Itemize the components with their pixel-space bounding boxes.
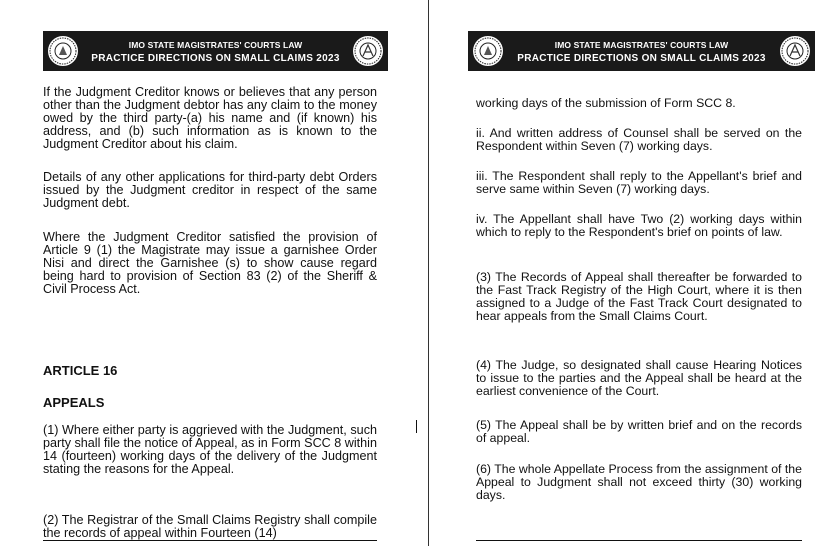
header-title: IMO STATE MAGISTRATES' COURTS LAW: [128, 40, 303, 50]
text-cursor: [416, 420, 417, 433]
page-header-banner: [43, 31, 388, 71]
article-heading: ARTICLE 16: [43, 363, 118, 378]
page-header-banner: [468, 31, 815, 71]
paragraph: iii. The Respondent shall reply to the Appellant's brief and serve same within Seven (7) working days.: [476, 169, 802, 196]
paragraph: ii. And written address of Counsel shall be served on the Respondent within Seven (7) working days.: [476, 126, 802, 153]
paragraph: If the Judgment Creditor knows or believes that any person other than the Judgment debtor has any claim to the money owed by the third party-(a) his name and (if known) his address, and (b) such information as is known to the Judgment Creditor about his claim.: [43, 85, 377, 151]
paragraph: iv. The Appellant shall have Two (2) working days within which to reply to the Respondent's brief on points of law.: [476, 212, 802, 239]
section-heading: APPEALS: [43, 395, 105, 410]
header-subtitle: PRACTICE DIRECTIONS ON SMALL CLAIMS 2023: [517, 53, 766, 64]
paragraph: (6) The whole Appellate Process from the assignment of the Appeal to Judgment shall not exceed thirty (30) working days.: [476, 462, 802, 502]
right-page: [429, 0, 831, 546]
paragraph: (3) The Records of Appeal shall thereafter be forwarded to the Fast Track Registry of the High Court, where it is then assigned to a Judge of the Fast Track Court designated to hear appeals from the Small Claims Court.: [476, 270, 802, 323]
paragraph: (2) The Registrar of the Small Claims Registry shall compile the records of appeal within Fourteen (14): [43, 513, 377, 540]
paragraph: Details of any other applications for third-party debt Orders issued by the Judgment creditor in respect of the same Judgment debt.: [43, 170, 377, 210]
court-seal-icon: [778, 34, 812, 68]
left-page-body: [43, 85, 377, 540]
paragraph: working days of the submission of Form SCC 8.: [476, 96, 736, 110]
paragraph: (4) The Judge, so designated shall cause Hearing Notices to issue to the parties and the Appeal shall be heard at the earliest convenience of the Court.: [476, 358, 802, 398]
paragraph: Where the Judgment Creditor satisfied the provision of Article 9 (1) the Magistrate may issue a garnishee Order Nisi and direct the Garnishee (s) to show cause regard being hard to provision of Section 83 (2) of the Sheriff & Civil Process Act.: [43, 230, 377, 296]
header-subtitle: PRACTICE DIRECTIONS ON SMALL CLAIMS 2023: [91, 53, 340, 64]
state-seal-icon: [471, 34, 505, 68]
header-title: IMO STATE MAGISTRATES' COURTS LAW: [554, 40, 729, 50]
right-page-body: [476, 97, 802, 537]
court-seal-icon: [351, 34, 385, 68]
bottom-rule: [43, 540, 377, 541]
state-seal-icon: [46, 34, 80, 68]
bottom-rule: [476, 540, 802, 541]
paragraph: (1) Where either party is aggrieved with the Judgment, such party shall file the notice of Appeal, as in Form SCC 8 within 14 (fourteen) working days of the delivery of the Judgment stating the reasons for the Appeal.: [43, 423, 377, 476]
paragraph: (5) The Appeal shall be by written brief and on the records of appeal.: [476, 418, 802, 445]
